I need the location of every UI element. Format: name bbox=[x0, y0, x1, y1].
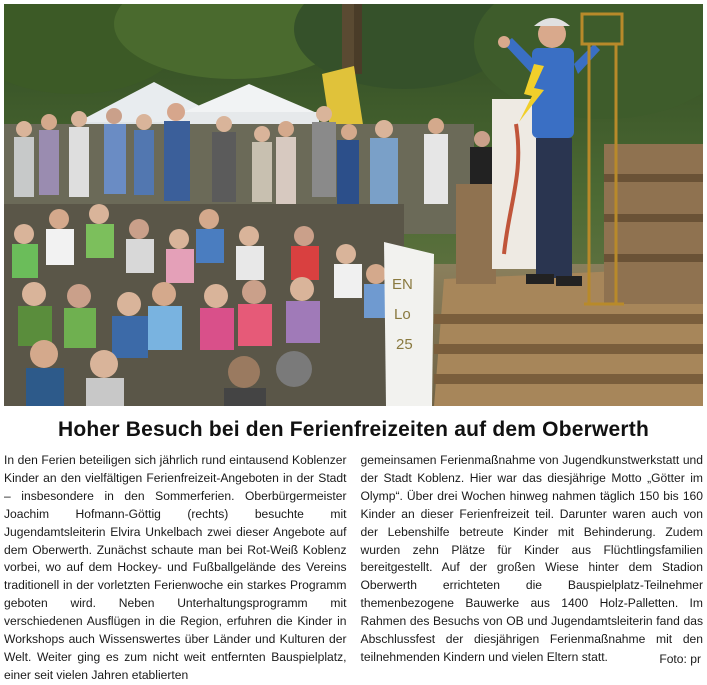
headline: Hoher Besuch bei den Ferienfreizeiten auf dem Oberwerth bbox=[58, 418, 649, 441]
seated-children bbox=[4, 204, 404, 406]
hand-painted-sign bbox=[384, 242, 434, 406]
sign-text-1: EN bbox=[392, 276, 413, 293]
article-column-1: In den Ferien beteiligen sich jährlich rund eintausend Koblenzer Kinder an den vielfältigen Ferienfreizeit-Angeboten in der Stadt – insbesondere in den Sommerferien. Oberbürgermeister Joachim Hofmann-Göttig (rechts) besuchte mit Jugendamtsleiterin Elvira Unkelbach zwei dieser Angebote auf dem Oberwerth. Zunächst schaute man bei Rot-Weiß Koblenz vorbei, wo auf dem Hockey- und Fußballgelände des Vereins traditionell in der vorletzten Ferienwoche ein starkes Programm geboten wird. Neben Unterhaltungsprogramm mit verschiedenen Ausflügen in die Region, erfuhren die Kinder in Workshops auch Wissenswertes über Länder und Kulturen der Welt. Weiter ging es zum nicht weit entfernten Bauspielplatz, einer seit vielen Jahren etablierten bbox=[4, 453, 347, 682]
article-column-2: gemeinsamen Ferienmaßnahme von Jugendkunstwerkstatt und der Stadt Koblenz. Hier war das diesjährige Motto „Götter im Olymp“. Über drei Wochen hinweg nahmen täglich 150 bis 160 Kinder an dieser Ferienfreizeit teil. Darunter waren auch von der Lebenshilfe betreute Kinder mit Behinderung. Zudem wurden zehn Plätze für Kinder aus Flüchtlingsfamilien bereitgestellt. Auf der großen Wiese hinter dem Stadion Oberwerth errichteten die Bauspielplatz-Teilnehmer themenbezogene Bauwerke aus 1400 Holz-Palletten. Im Rahmen des Besuchs von OB und Jugendamtsleiterin fand das Abschlussfest der diesjährigen Ferienmaßnahme mit den teilnehmenden Kindern und vielen Eltern statt. bbox=[360, 453, 703, 664]
photo-illustration bbox=[4, 4, 703, 406]
photo-credit: Foto: pr bbox=[653, 651, 701, 669]
sign-text-3: 25 bbox=[396, 336, 413, 353]
sign-text-2: Lo bbox=[394, 306, 411, 323]
article-body bbox=[4, 452, 703, 682]
news-photo bbox=[4, 4, 703, 406]
